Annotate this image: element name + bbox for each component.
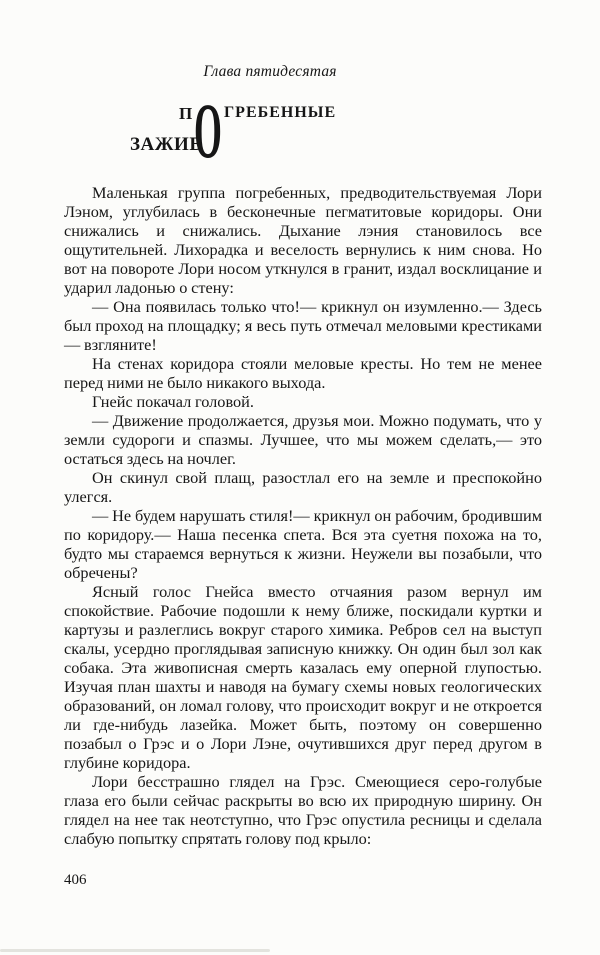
chapter-title bbox=[64, 87, 542, 174]
paragraph: — Движение продолжается, друзья мои. Можно подумать, что у земли судороги и спазмы. Лучшее, что мы можем сделать,— это остаться здесь на ночлег. bbox=[64, 411, 542, 468]
page-number: 406 bbox=[64, 872, 87, 888]
paragraph: — Не будем нарушать стиля!— крикнул он рабочим, бродившим по коридору.— Наша песенка спета. Вся эта суетня похожа на то, будто мы стараемся вернуться к жизни. Неужели вы позабыли, что обречены? bbox=[64, 506, 542, 582]
paragraph: Маленькая группа погребенных, предводительствуемая Лори Лэном, углубилась в бесконечные пегматитовые коридоры. Они снижались и снижались. Дыхание лэния становилось все ощутительней. Лихорадка и веселость вернулись к ним снова. Но вот на повороте Лори носом уткнулся в гранит, издал восклицание и ударил ладонью о стену: bbox=[64, 183, 542, 297]
paragraph: На стенах коридора стояли меловые кресты. Но тем не менее перед ними не было никакого выхода. bbox=[64, 354, 542, 392]
paragraph: Он скинул свой плащ, разостлал его на земле и преспокойно улегся. bbox=[64, 468, 542, 506]
scan-smudge bbox=[0, 949, 270, 952]
paragraph: — Она появилась только что!— крикнул он изумленно.— Здесь был проход на площадку; я весь путь отмечал меловыми крестиками — взгляните! bbox=[64, 297, 542, 354]
paragraph: Ясный голос Гнейса вместо отчаяния разом вернул им спокойствие. Рабочие подошли к нему ближе, поскидали куртки и картузы и разлеглись вокруг старого химика. Ребров сел на выступ скалы, усердно проглядывая записную книжку. Он один был зол как собака. Эта живописная смерть казалась ему оперной глупостью. Изучая план шахты и наводя на бумагу схемы новых геологических образований, он ломал голову, что происходит вокруг и не откроется ли где-нибудь лазейка. Может быть, поэтому он совершенно позабыл о Грэс и о Лори Лэне, очутившихся друг перед другом в глубине коридора. bbox=[64, 582, 542, 772]
title-word-zazhiv: ЗАЖИВ bbox=[130, 134, 203, 155]
paragraph: Лори бесстрашно глядел на Грэс. Смеющиеся серо-голубые глаза его были сейчас раскрыты во всю их природную ширину. Он глядел на нее так неотступно, что Грэс опустила ресницы и сделала слабую попытку спрятать голову под крыло: bbox=[64, 772, 542, 848]
paragraph: Гнейс покачал головой. bbox=[92, 392, 254, 411]
title-dropcap-o: О bbox=[194, 87, 222, 174]
body-text bbox=[64, 183, 542, 848]
title-letter-p: П bbox=[179, 104, 193, 123]
chapter-heading: Глава пятидесятая bbox=[203, 63, 337, 80]
title-word-grebennye: ГРЕБЕННЫЕ bbox=[224, 104, 337, 121]
